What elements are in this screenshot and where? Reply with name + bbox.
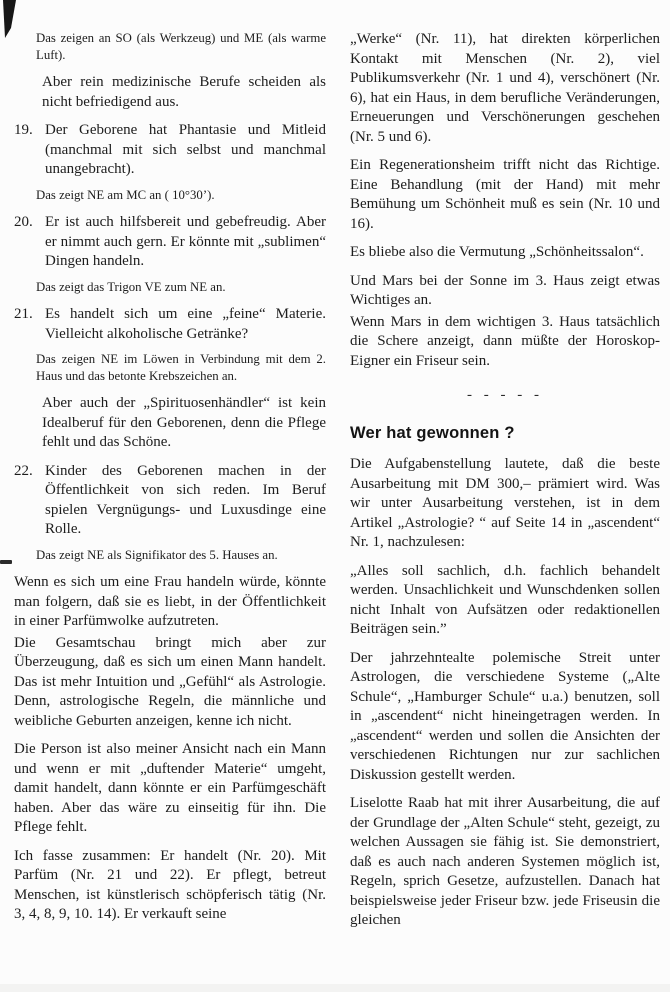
- right-text-column: [350, 30, 660, 940]
- item-text: Er ist auch hilfsbereit und gebefreudig. Aber er nimmt auch gern. Er könnte mit „sublimen“ Dingen handeln.: [45, 214, 326, 269]
- item-number: 20.: [14, 214, 33, 230]
- astro-note: Das zeigt NE am MC an ( 10°30’).: [36, 187, 215, 202]
- left-text-column: [14, 30, 326, 940]
- paragraph: Wenn Mars in dem wichtigen 3. Haus tatsächlich die Schere anzeigt, dann müßte der Horoskop-Eigner ein Friseur sein.: [350, 313, 660, 369]
- item-number: 22.: [14, 462, 33, 479]
- paragraph: Die Gesamtschau bringt mich aber zur Überzeugung, daß es sich um einen Mann handelt. Das ist mehr Intuition und „Gefühl“ als Astrologie. Denn, astrologische Regeln, die männliche und weibliche Geburten anzeigen, kenne ich nicht.: [14, 634, 326, 729]
- astro-note: Das zeigt NE als Signifikator des 5. Hauses an.: [36, 547, 278, 562]
- astro-note: Das zeigt das Trigon VE zum NE an.: [36, 279, 226, 294]
- item-text: Der Geborene hat Phantasie und Mitleid (manchmal mit sich selbst und manchmal unangebracht).: [45, 122, 326, 177]
- item-number: 21.: [14, 306, 33, 322]
- scan-artifact-bottom-strip: [0, 984, 670, 992]
- paragraph: Die Aufgabenstellung lautete, daß die beste Ausarbeitung mit DM 300,– prämiert wird. Was wir unter Ausarbeitung verstehen, ist in dem Artikel „Astrologie? “ auf Seite 14 in „ascendent“ Nr. 1, nachzulesen:: [350, 456, 660, 550]
- numbered-item-19: [14, 121, 326, 180]
- paragraph: Der jahrzehntealte polemische Streit unter Astrologen, die verschiedene Systeme („Alte Schule“, „Hamburger Schule“ u.a.) benutzen, soll in „ascendent“ nicht hineingetragen werden. In „ascendent“ werden und sollen die Ansichten der verschiedenen Richtungen nur zur sachlichen Diskussion gestellt werden.: [350, 649, 660, 783]
- paragraph: Ein Regenerationsheim trifft nicht das Richtige. Eine Behandlung (mit der Hand) mit mehr Bemühung um Schönheit muß es sein (Nr. 10 und 16).: [350, 157, 660, 232]
- paragraph: Es bliebe also die Vermutung „Schönheitssalon“.: [350, 244, 644, 260]
- two-column-text-layout: [14, 30, 660, 940]
- item-number: 19.: [14, 122, 33, 138]
- paragraph: Ich fasse zusammen: Er handelt (Nr. 20). Mit Parfüm (Nr. 21 und 22). Er pflegt, betreut Menschen, ist künstlerisch schöpferisch tätig (Nr. 3, 4, 8, 9, 10. 14). Er verkauft seine: [14, 847, 326, 922]
- section-heading: Wer hat gewonnen ?: [350, 424, 515, 442]
- numbered-item-21: [14, 305, 326, 344]
- astro-note: Das zeigen NE im Löwen in Verbindung mit dem 2. Haus und das betonte Krebszeichen an.: [36, 352, 326, 383]
- astro-note: Das zeigen an SO (als Werkzeug) und ME (als warme Luft).: [36, 31, 326, 62]
- paragraph: Liselotte Raab hat mit ihrer Ausarbeitung, die auf der Grundlage der „Alten Schule“ steht, gezeigt, zu welchen Aussagen sie fähig ist. Sie demonstriert, daß es auch nach anderen Systemen möglich ist, Regeln, sprich Gesetze, aufzustellen. Danach hat beispielsweise jeder Friseur bzw. jede Friseusin die gleichen: [350, 795, 660, 928]
- paragraph: Aber rein medizinische Berufe scheiden als nicht befriedigend aus.: [42, 74, 326, 110]
- paragraph: Aber auch der „Spirituosenhändler“ ist kein Idealberuf für den Geborenen, denn die Pflege fehlt und das Schöne.: [42, 395, 326, 450]
- scan-artifact-edge-dash: [0, 560, 12, 564]
- paragraph: Die Person ist also meiner Ansicht nach ein Mann und wenn er mit „duftender Materie“ umgeht, damit handelt, dann könnte er ein Parfümgeschäft haben. Aber das wäre zu einseitig für ihn. Die Pflege fehlt.: [14, 741, 326, 835]
- numbered-item-22: [14, 462, 326, 540]
- paragraph: „Alles soll sachlich, d.h. fachlich behandelt werden. Unsachlichkeit und Wunschdenken sollen nicht Inhalt von Aufsätzen oder redaktionellen Beiträgen sein.”: [350, 562, 660, 637]
- paragraph: Und Mars bei der Sonne im 3. Haus zeigt etwas Wichtiges an.: [350, 272, 660, 308]
- item-text: Kinder des Geborenen machen in der Öffentlichkeit von sich reden. Im Beruf spielen Vergnügungs- und Luxusdinge eine Rolle.: [45, 462, 326, 537]
- item-text: Es handelt sich um eine „feine“ Materie. Vielleicht alkoholische Getränke?: [45, 306, 326, 342]
- numbered-item-20: [14, 213, 326, 272]
- paragraph: „Werke“ (Nr. 11), hat direkten körperlichen Kontakt mit Menschen (Nr. 2), viel Publikumsverkehr (Nr. 1 und 4), verschönert (Nr. 6), hat ein Haus, in dem berufliche Veränderungen, Erneuerungen und Verschönerungen geschehen (Nr. 5 und 6).: [350, 31, 660, 145]
- dashed-separator: - - - - -: [467, 387, 543, 403]
- paragraph: Wenn es sich um eine Frau handeln würde, könnte man folgern, daß sie es liebt, in der Öffentlichkeit in einer Parfümwolke aufzutreten.: [14, 574, 326, 629]
